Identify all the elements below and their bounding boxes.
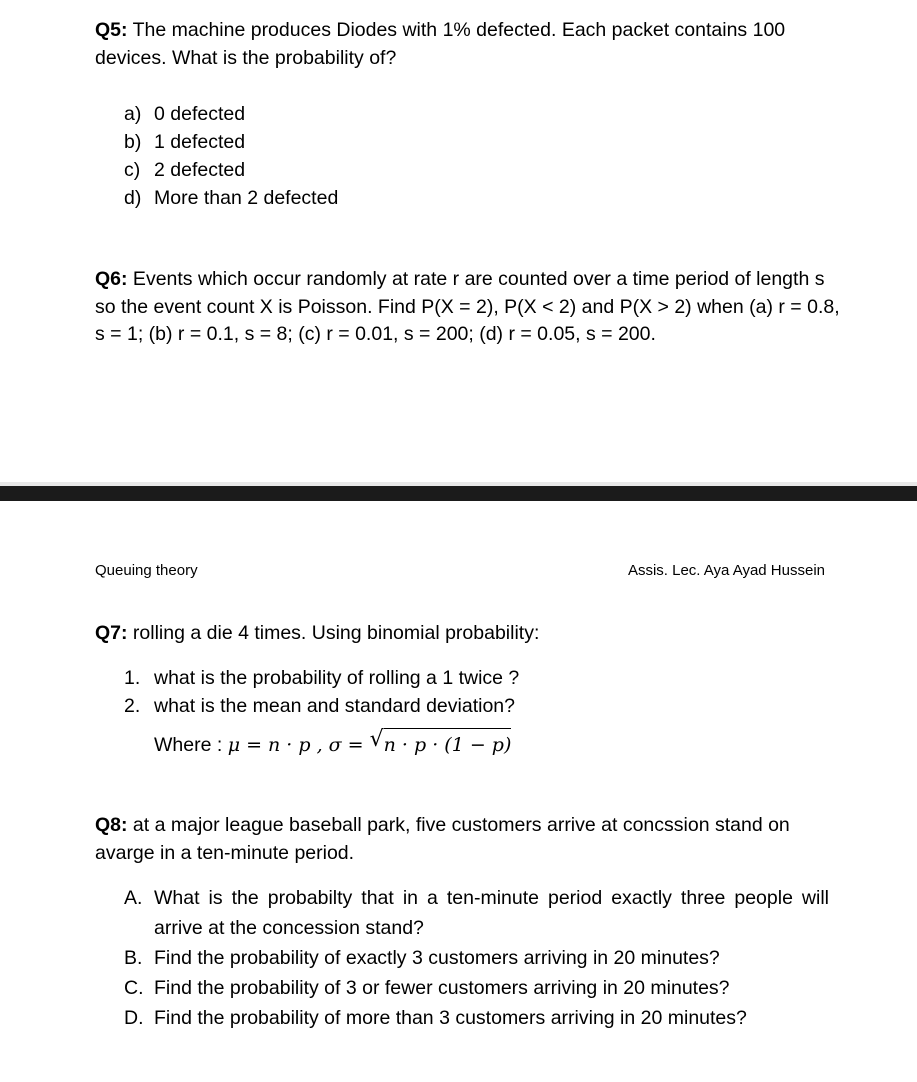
formula-mean-sigma: μ = n · p , σ =: [227, 734, 370, 756]
list-item: [124, 883, 829, 943]
question-8-text: at a major league baseball park, five customers arrive at concssion stand on avarge in a ten-minute period.: [95, 814, 790, 864]
radical-sign-icon: √: [369, 727, 384, 752]
list-item: [124, 100, 338, 128]
list-item: [124, 692, 519, 720]
question-7-items: [124, 664, 519, 720]
question-6-label: Q6:: [95, 268, 128, 290]
list-marker: A.: [124, 887, 143, 909]
formula-where-label: Where :: [154, 734, 228, 756]
question-8-label: Q8:: [95, 814, 128, 836]
list-marker: 1.: [124, 667, 141, 689]
list-marker: d): [124, 187, 142, 209]
list-item: [124, 973, 829, 1003]
list-marker: c): [124, 159, 141, 181]
list-item: [124, 1003, 829, 1033]
list-text: Find the probability of exactly 3 customers arriving in 20 minutes?: [154, 947, 720, 969]
list-marker: a): [124, 103, 142, 125]
list-marker: D.: [124, 1007, 144, 1029]
list-text: 1 defected: [154, 131, 246, 153]
header-author: Assis. Lec. Aya Ayad Hussein: [627, 562, 825, 579]
list-text: 0 defected: [154, 103, 246, 125]
list-marker: C.: [124, 977, 144, 999]
list-item: [124, 664, 519, 692]
question-6: [95, 266, 840, 349]
question-7-text: rolling a die 4 times. Using binomial probability:: [127, 622, 540, 644]
list-item: [124, 128, 338, 156]
formula-square-root: [370, 728, 512, 760]
question-8: [95, 812, 835, 867]
list-text: 2 defected: [154, 159, 246, 181]
question-5-label: Q5:: [95, 19, 128, 41]
question-5-text: The machine produces Diodes with 1% defected. Each packet contains 100 devices. What is the probability of?: [95, 19, 786, 69]
list-marker: 2.: [124, 695, 141, 717]
question-7-formula: [154, 728, 511, 760]
list-text: Find the probability of 3 or fewer customers arriving in 20 minutes?: [154, 977, 730, 999]
list-text: What is the probabilty that in a ten-minute period exactly three people will arrive at the concession stand?: [154, 887, 829, 939]
list-item: [124, 184, 338, 212]
header-course-title: Queuing theory: [95, 562, 198, 579]
question-8-items: [124, 883, 829, 1033]
question-7-label: Q7:: [95, 622, 128, 644]
page-top: [0, 0, 917, 486]
list-marker: b): [124, 131, 142, 153]
list-marker: B.: [124, 947, 143, 969]
question-5: [95, 17, 830, 72]
list-text: what is the probability of rolling a 1 twice ?: [154, 667, 520, 689]
formula-radicand: n · p · (1 − p): [384, 728, 512, 760]
list-text: More than 2 defected: [154, 187, 339, 209]
page-divider: [0, 486, 917, 501]
list-text: Find the probability of more than 3 customers arriving in 20 minutes?: [154, 1007, 747, 1029]
question-7: [95, 620, 830, 648]
list-item: [124, 156, 338, 184]
question-6-text: Events which occur randomly at rate r are counted over a time period of length s so the event count X is Poisson. Find P(X = 2), P(X < 2) and P(X > 2) when (a) r = 0.8, s = 1; (b) r = 0.1, s = 8; (c) r = 0.01, s = 200; (d) r = 0.05, s = 200.: [95, 268, 840, 345]
question-5-options: [124, 100, 338, 212]
list-item: [124, 943, 829, 973]
list-text: what is the mean and standard deviation?: [154, 695, 515, 717]
